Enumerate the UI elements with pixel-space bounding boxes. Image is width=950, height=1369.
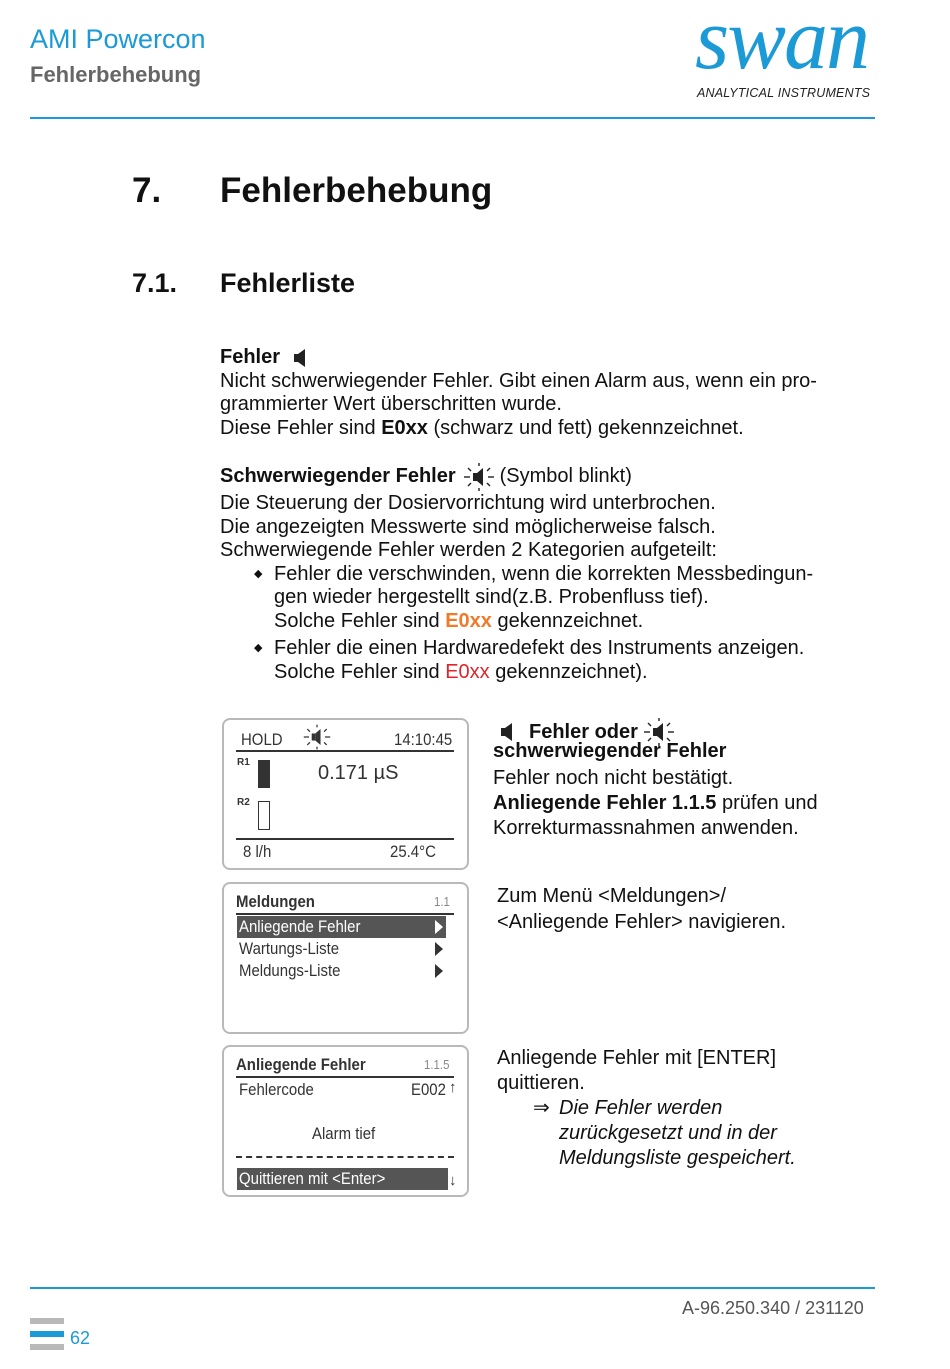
chapter-number: 7. [132, 171, 162, 210]
fehler-line-2: grammierter Wert überschritten wurde. [220, 393, 562, 415]
desc3-block [497, 1046, 897, 1171]
flow-value: 8 l/h [243, 842, 272, 861]
clock-time: 14:10:45 [394, 730, 453, 749]
acknowledge-enter-button[interactable] [237, 1168, 448, 1190]
schwer-block [220, 462, 890, 684]
desc1-line-3: Korrekturmassnahmen anwenden. [493, 817, 799, 839]
fehler-heading: Fehler [220, 346, 281, 368]
bullet1-line-1: Fehler die verschwinden, wenn die korrekten Messbedingun- [274, 562, 814, 585]
fehler-block [220, 346, 880, 440]
error-code-black: E0xx [381, 416, 428, 439]
fehlercode-value: E002 [411, 1080, 446, 1099]
result-line-1: Die Fehler werden [559, 1097, 723, 1119]
fehler-line-3: Diese Fehler sind E0xx (schwarz und fett) gekennzeichnet. [220, 416, 744, 439]
errors-title: Anliegende Fehler [236, 1055, 366, 1074]
footer-divider [30, 1287, 875, 1289]
blinking-speaker-icon [462, 462, 496, 492]
bullet-item [254, 637, 890, 684]
errors-code: 1.1.5 [424, 1057, 450, 1072]
lcd-screen-main [222, 718, 469, 870]
fehlercode-label: Fehlercode [239, 1080, 314, 1099]
page-number: 62 [70, 1328, 91, 1348]
speaker-icon [290, 347, 312, 369]
menu-item-selected[interactable] [237, 916, 446, 938]
hold-label: HOLD [241, 730, 283, 749]
schwer-line-2: Die angezeigten Messwerte sind möglicherweise falsch. [220, 515, 716, 538]
section-title: Fehlerliste [220, 268, 356, 298]
header-divider [30, 117, 875, 119]
desc1-heading-2: schwerwiegender Fehler [493, 740, 727, 762]
bullet-diamond-icon: ◆ [254, 642, 263, 654]
desc1-line-2: Anliegende Fehler 1.1.5 prüfen und [493, 792, 818, 814]
desc2-line-1: Zum Menü <Meldungen>/ [497, 885, 727, 907]
desc1-heading-1: Fehler oder [529, 720, 638, 743]
error-code-orange: E0xx [445, 609, 492, 632]
schwer-line-1: Die Steuerung der Dosiervorrichtung wird unterbrochen. [220, 492, 716, 514]
result-arrow-icon: ⇒ [533, 1097, 550, 1119]
measurement-value: 0.171 µS [318, 762, 399, 784]
desc3-line-1: Anliegende Fehler mit [ENTER] [497, 1047, 777, 1069]
fehler-line-1: Nicht schwerwiegender Fehler. Gibt einen Alarm aus, wenn ein pro- [220, 369, 817, 392]
relay-r1-label: R1 [237, 757, 250, 768]
lcd-divider [236, 1076, 454, 1078]
lcd-divider [236, 913, 454, 915]
desc3-line-2: quittieren. [497, 1072, 585, 1094]
chapter-title: Fehlerbehebung [220, 171, 493, 210]
result-line-3: Meldungsliste gespeichert. [559, 1147, 796, 1169]
arrow-right-icon [435, 964, 443, 978]
schwer-note: (Symbol blinkt) [499, 465, 632, 488]
menu-item-wartungs-liste[interactable]: Wartungs-Liste [239, 939, 340, 958]
error-code-red: E0xx [445, 660, 490, 683]
desc2-line-2: <Anliegende Fehler> navigieren. [497, 911, 787, 933]
lcd-dashed-divider [236, 1156, 454, 1158]
section-number: 7.1. [132, 268, 178, 298]
document-title: AMI Powercon [30, 24, 206, 54]
arrow-right-icon [435, 920, 443, 934]
bullet1-line-2: gen wieder hergestellt sind(z.B. Probenfluss tief). [274, 586, 709, 608]
arrow-right-icon [435, 942, 443, 956]
menu-code: 1.1 [434, 894, 450, 909]
blinking-speaker-icon [302, 723, 332, 751]
logo-tagline: ANALYTICAL INSTRUMENTS [697, 86, 871, 100]
bullet-diamond-icon: ◆ [254, 567, 263, 580]
result-line-2: zurückgesetzt und in der [559, 1122, 777, 1144]
menu-item-label: Anliegende Fehler [239, 917, 361, 936]
lcd-divider [236, 838, 454, 840]
schwer-line-3: Schwerwiegende Fehler werden 2 Kategorien aufgeteilt: [220, 539, 717, 561]
footer-bars-icon [30, 1318, 64, 1357]
desc1-line-1: Fehler noch nicht bestätigt. [493, 767, 734, 789]
bullet2-line-1: Fehler die einen Hardwaredefekt des Instruments anzeigen. [274, 637, 805, 659]
document-number: A-96.250.340 / 231120 [682, 1298, 864, 1318]
acknowledge-label: Quittieren mit <Enter> [239, 1169, 386, 1188]
document-subtitle: Fehlerbehebung [30, 62, 202, 87]
lcd-screen-menu [222, 882, 469, 1034]
bullet-item [254, 563, 890, 634]
lcd-divider [236, 750, 454, 752]
relay-r1-bar [258, 760, 270, 788]
swan-logo: swan [695, 0, 868, 88]
menu-item-meldungs-liste[interactable]: Meldungs-Liste [239, 961, 341, 980]
lcd-screen-errors [222, 1045, 469, 1197]
schwer-heading: Schwerwiegender Fehler [220, 465, 456, 488]
alarm-text: Alarm tief [312, 1124, 376, 1143]
bullet2-line-2: Solche Fehler sind E0xx gekennzeichnet). [274, 660, 648, 683]
desc2-block [497, 883, 897, 935]
menu-title: Meldungen [236, 892, 315, 911]
relay-r2-label: R2 [237, 797, 250, 808]
arrow-down-icon: ↓ [449, 1172, 457, 1189]
desc1-block [493, 717, 893, 841]
bullet1-line-3: Solche Fehler sind E0xx gekennzeichnet. [274, 609, 644, 632]
temperature-value: 25.4°C [390, 842, 436, 861]
relay-r2-bar [258, 801, 270, 830]
arrow-up-icon: ↑ [449, 1079, 457, 1096]
